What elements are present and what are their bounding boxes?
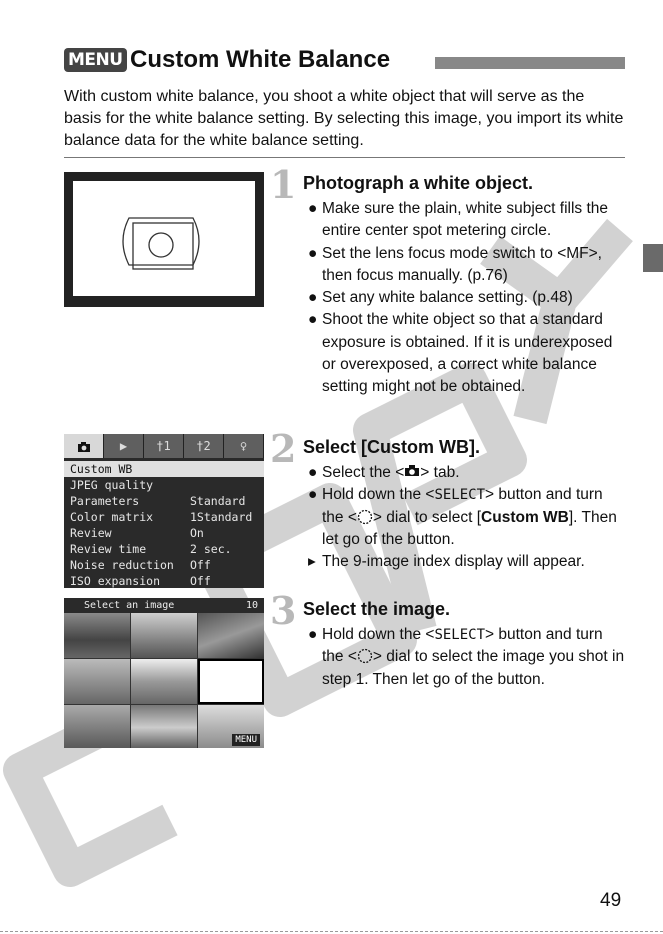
thumbnail-selected	[198, 659, 264, 704]
menu-list	[64, 461, 264, 588]
divider	[64, 157, 625, 158]
result-arrow-icon: ▸	[308, 553, 316, 571]
list-item: ● Set any white balance setting. (p.48)	[308, 289, 573, 307]
thumbnail	[198, 613, 264, 658]
menu-item: JPEG quality	[70, 478, 154, 492]
main-dial-icon	[357, 648, 373, 664]
spot-metering-icon	[73, 181, 255, 296]
thumbnail	[131, 705, 197, 748]
tools-1-icon: †	[156, 439, 164, 453]
step-bullets	[308, 624, 628, 691]
camera-menu-screen	[64, 434, 264, 588]
index-header: Select an image 10	[64, 598, 264, 613]
step-bullets	[308, 462, 628, 573]
my-menu-icon: ♀	[239, 439, 248, 453]
main-dial-icon	[357, 509, 373, 525]
thumbnail	[64, 613, 130, 658]
list-item: ● Select the < > tab.	[308, 464, 460, 481]
menu-return-label: MENU	[232, 734, 260, 746]
tab-tools-2: †2	[184, 434, 224, 458]
menu-item: Review time 2 sec.	[70, 542, 232, 556]
tab-tools-1: †1	[144, 434, 184, 458]
step-number: 1	[270, 162, 297, 207]
menu-tabs	[64, 434, 264, 458]
page-number: 49	[600, 890, 622, 911]
thumbnail	[64, 705, 130, 748]
menu-item: Noise reduction Off	[70, 558, 211, 572]
tab-my-menu	[224, 434, 264, 458]
play-icon: ▶	[119, 439, 128, 453]
thumbnail	[131, 613, 197, 658]
tools-2-icon: †	[196, 439, 204, 453]
page-edge	[0, 931, 663, 933]
list-item: ● Make sure the plain, white subject fills the entire center spot metering circle.	[308, 200, 609, 240]
thumbnail	[131, 659, 197, 704]
thumbnail-grid	[64, 613, 264, 748]
title-decoration-bar	[435, 57, 625, 69]
list-item: ● Hold down the <SELECT> button and turn the < > dial to select the image you shot in step 1. Then let go of the button.	[308, 626, 625, 688]
menu-item: Parameters Standard	[70, 494, 246, 508]
menu-badge: MENU	[64, 48, 127, 72]
thumbnail	[64, 659, 130, 704]
image-index-screen	[64, 598, 264, 748]
viewfinder-illustration	[64, 172, 264, 307]
camera-icon	[77, 441, 91, 453]
step-title: Select [Custom WB].	[303, 437, 481, 457]
list-item: ▸ The 9-image index display will appear.	[308, 551, 628, 573]
menu-item: Review On	[70, 526, 204, 540]
step-number: 2	[270, 426, 297, 471]
tab-camera	[64, 434, 104, 458]
step-title: Select the image.	[303, 599, 451, 619]
list-item: ● Shoot the white object so that a standard exposure is obtained. If it is underexposed or overexposed, a correct white balance setting might not be obtained.	[308, 311, 613, 396]
chapter-tab	[643, 244, 663, 272]
section-title	[64, 44, 626, 78]
menu-item: ISO expansion Off	[70, 574, 211, 588]
camera-icon	[404, 464, 420, 477]
step-title: Photograph a white object.	[303, 173, 534, 193]
list-item: ● Set the lens focus mode switch to <MF>, then focus manually. (p.76)	[308, 244, 602, 284]
list-item: ● Hold down the <SELECT> button and turn the < > dial to select [Custom WB]. Then let go of the button.	[308, 486, 617, 548]
page-title: Custom White Balance	[130, 46, 391, 73]
menu-item: Color matrix 1Standard	[70, 510, 253, 524]
menu-item: Custom WB	[64, 461, 264, 477]
step-bullets	[308, 198, 628, 399]
step-number: 3	[270, 588, 297, 633]
intro-paragraph: With custom white balance, you shoot a white object that will serve as the basis for the white balance setting. By selecting this image, you import its white balance data for the white balance setting.	[64, 88, 624, 149]
tab-play	[104, 434, 144, 458]
